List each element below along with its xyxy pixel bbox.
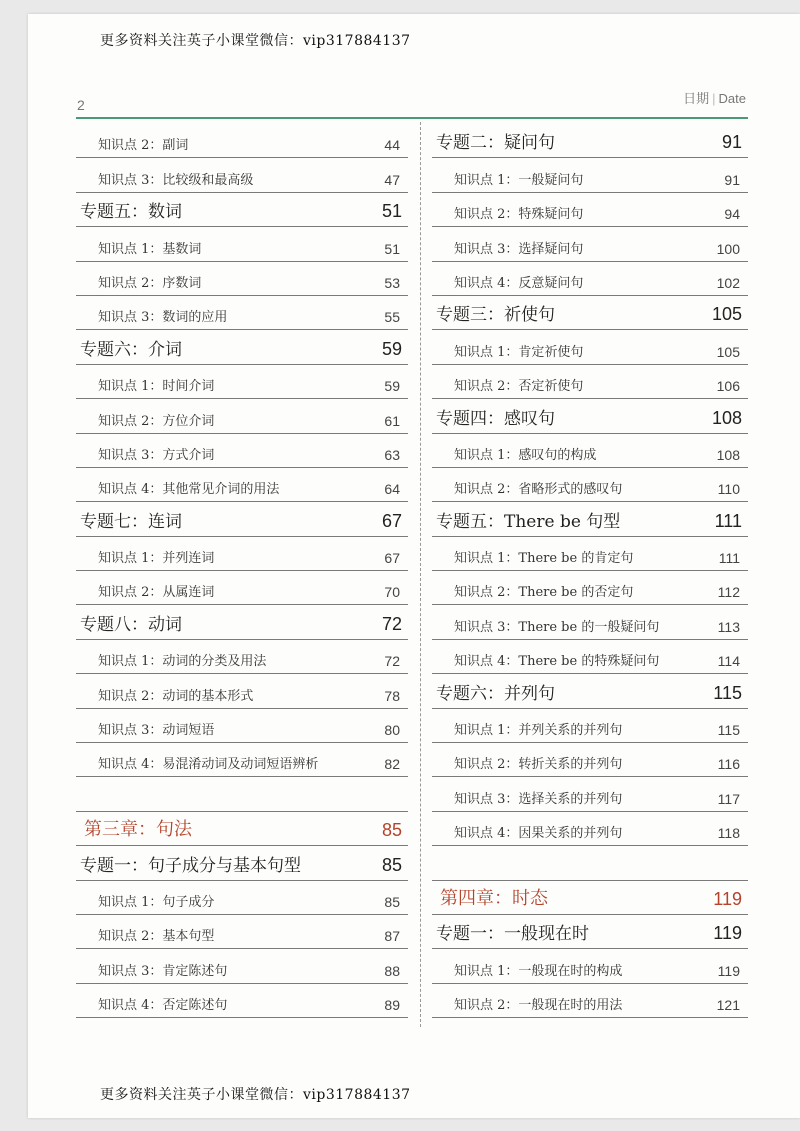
toc-topic-row <box>76 330 408 364</box>
toc-entry-title: 知识点 2：转折关系的并列句 <box>454 757 623 773</box>
toc-entry-page: 85 <box>381 854 402 875</box>
toc-entry-page: 85 <box>384 893 400 910</box>
toc-entry-page: 47 <box>384 171 400 188</box>
toc-entry-page: 64 <box>384 481 400 498</box>
toc-entry-page: 111 <box>718 550 740 567</box>
toc-entry-title: 知识点 3：动词短语 <box>98 723 215 739</box>
toc-topic-row <box>432 124 748 158</box>
toc-entry-page: 91 <box>721 132 742 153</box>
toc-point-row <box>76 881 408 915</box>
toc-entry-page: 115 <box>713 682 742 703</box>
toc-entry-page: 119 <box>713 923 742 944</box>
toc-point-row <box>432 158 748 192</box>
toc-entry-page: 72 <box>384 653 400 670</box>
toc-entry-title: 第四章：时态 <box>440 887 548 909</box>
toc-entry-title: 知识点 1：并列关系的并列句 <box>454 723 623 739</box>
toc-point-row <box>76 227 408 261</box>
toc-entry-title: 知识点 2：序数词 <box>98 275 202 291</box>
toc-entry-page: 59 <box>384 378 400 395</box>
toc-topic-row <box>432 674 748 708</box>
toc-point-row <box>432 743 748 777</box>
toc-entry-page: 51 <box>384 240 400 257</box>
toc-entry-title: 专题八：动词 <box>80 614 182 635</box>
toc-entry-page: 87 <box>384 928 400 945</box>
toc-entry-title: 知识点 4：反意疑问句 <box>454 275 584 291</box>
promo-text-top: 更多资料关注英子小课堂微信：vip317884137 <box>100 33 411 49</box>
date-label <box>683 88 746 107</box>
toc-topic-row <box>76 502 408 536</box>
toc-point-row <box>76 124 408 158</box>
toc-entry-page: 53 <box>384 274 400 291</box>
toc-entry-title: 知识点 1：一般疑问句 <box>454 172 584 188</box>
toc-entry-page: 67 <box>381 510 402 531</box>
toc-point-row <box>432 709 748 743</box>
toc-point-row <box>76 984 408 1018</box>
toc-point-row <box>76 262 408 296</box>
date-label-en: Date <box>718 91 746 106</box>
toc-point-row <box>76 949 408 983</box>
toc-entry-title: 专题二：疑问句 <box>436 133 555 154</box>
toc-entry-page: 80 <box>384 722 400 739</box>
toc-point-row <box>432 262 748 296</box>
toc-entry-title: 知识点 3：比较级和最高级 <box>98 172 254 188</box>
toc-entry-title: 知识点 1：时间介词 <box>98 379 215 395</box>
toc-point-row <box>432 640 748 674</box>
toc-entry-title: 知识点 4：因果关系的并列句 <box>454 826 623 842</box>
toc-point-row <box>432 365 748 399</box>
toc-entry-page: 119 <box>713 888 742 909</box>
toc-entry-page: 82 <box>384 756 400 773</box>
toc-point-row <box>432 984 748 1018</box>
toc-entry-title: 知识点 1：并列连词 <box>98 551 215 567</box>
toc-entry-page: 88 <box>384 962 400 979</box>
toc-entry-title: 知识点 2：省略形式的感叹句 <box>454 482 623 498</box>
toc-point-row <box>76 399 408 433</box>
toc-entry-page: 91 <box>724 171 740 188</box>
toc-entry-page: 78 <box>384 687 400 704</box>
toc-entry-title: 专题一：句子成分与基本句型 <box>80 855 301 876</box>
toc-point-row <box>432 227 748 261</box>
toc-entry-title: 知识点 1：基数词 <box>98 241 202 257</box>
toc-point-row <box>76 709 408 743</box>
toc-point-row <box>76 158 408 192</box>
toc-point-row <box>432 777 748 811</box>
toc-point-row <box>76 674 408 708</box>
toc-entry-page: 85 <box>381 820 402 841</box>
toc-entry-title: 第三章：句法 <box>84 819 192 841</box>
toc-entry-page: 106 <box>716 378 740 395</box>
toc-entry-title: 知识点 2：副词 <box>98 138 189 154</box>
toc-topic-row <box>76 193 408 227</box>
toc-point-row <box>432 537 748 571</box>
toc-entry-title: 知识点 4：There be 的特殊疑问句 <box>454 654 660 670</box>
toc-entry-title: 知识点 4：其他常见介词的用法 <box>98 482 280 498</box>
toc-entry-page: 108 <box>711 407 742 428</box>
toc-entry-title: 知识点 2：There be 的否定句 <box>454 585 634 601</box>
toc-entry-page: 111 <box>714 510 742 531</box>
toc-topic-row <box>76 846 408 880</box>
toc-entry-title: 专题六：并列句 <box>436 683 555 704</box>
toc-entry-page: 61 <box>384 412 400 429</box>
toc-point-row <box>76 468 408 502</box>
toc-point-row <box>76 434 408 468</box>
date-label-cn: 日期 <box>683 91 710 106</box>
toc-entry-title: 知识点 2：特殊疑问句 <box>454 207 584 223</box>
toc-point-row <box>76 365 408 399</box>
toc-blank-row <box>432 846 748 880</box>
toc-entry-page: 115 <box>717 722 740 739</box>
toc-entry-title: 知识点 1：动词的分类及用法 <box>98 654 267 670</box>
toc-entry-title: 知识点 1：肯定祈使句 <box>454 344 584 360</box>
toc-entry-page: 105 <box>716 343 740 360</box>
toc-entry-page: 114 <box>717 653 740 670</box>
toc-entry-page: 72 <box>381 613 402 634</box>
date-separator: | <box>712 91 716 106</box>
column-divider <box>420 122 421 1027</box>
toc-chapter-row <box>76 812 408 846</box>
toc-entry-page: 89 <box>384 997 400 1014</box>
toc-entry-page: 112 <box>717 584 740 601</box>
toc-entry-title: 专题三：祈使句 <box>436 305 555 326</box>
toc-point-row <box>432 949 748 983</box>
toc-point-row <box>76 915 408 949</box>
toc-entry-title: 知识点 2：一般现在时的用法 <box>454 998 623 1014</box>
toc-entry-title: 知识点 4：易混淆动词及动词短语辨析 <box>98 757 319 773</box>
toc-entry-page: 44 <box>384 137 400 154</box>
toc-entry-title: 知识点 3：选择关系的并列句 <box>454 791 623 807</box>
toc-entry-title: 知识点 3：选择疑问句 <box>454 241 584 257</box>
toc-topic-row <box>432 296 748 330</box>
toc-topic-row <box>432 915 748 949</box>
toc-entry-page: 67 <box>384 550 400 567</box>
toc-entry-page: 51 <box>381 201 402 222</box>
toc-point-row <box>76 743 408 777</box>
toc-entry-page: 117 <box>717 790 740 807</box>
toc-entry-page: 94 <box>724 206 740 223</box>
toc-entry-page: 63 <box>384 446 400 463</box>
toc-entry-title: 知识点 3：方式介词 <box>98 447 215 463</box>
toc-blank-row <box>76 777 408 811</box>
toc-point-row <box>432 605 748 639</box>
toc-entry-page: 116 <box>717 756 740 773</box>
toc-entry-title: 知识点 1：感叹句的构成 <box>454 447 597 463</box>
toc-entry-title: 知识点 3：There be 的一般疑问句 <box>454 619 660 635</box>
toc-entry-title: 知识点 1：There be 的肯定句 <box>454 551 634 567</box>
toc-entry-title: 知识点 2：方位介词 <box>98 413 215 429</box>
toc-point-row <box>432 193 748 227</box>
toc-entry-title: 专题七：连词 <box>80 511 182 532</box>
toc-chapter-row <box>432 881 748 915</box>
toc-entry-title: 知识点 4：否定陈述句 <box>98 998 228 1014</box>
toc-point-row <box>432 571 748 605</box>
page-number: 2 <box>77 97 85 113</box>
toc-entry-title: 知识点 3：肯定陈述句 <box>98 963 228 979</box>
toc-entry-page: 108 <box>716 446 740 463</box>
toc-entry-page: 121 <box>716 997 740 1014</box>
toc-point-row <box>432 434 748 468</box>
toc-entry-title: 专题五：There be 句型 <box>436 511 621 532</box>
toc-entry-title: 专题六：介词 <box>80 339 182 360</box>
toc-topic-row <box>76 605 408 639</box>
toc-entry-title: 知识点 2：否定祈使句 <box>454 379 584 395</box>
toc-entry-title: 知识点 2：动词的基本形式 <box>98 688 254 704</box>
toc-point-row <box>76 571 408 605</box>
toc-left-column <box>76 124 408 1018</box>
toc-entry-page: 110 <box>717 481 740 498</box>
toc-entry-page: 102 <box>716 274 740 291</box>
toc-entry-page: 59 <box>381 338 402 359</box>
toc-entry-page: 55 <box>384 309 400 326</box>
toc-entry-title: 知识点 2：基本句型 <box>98 929 215 945</box>
toc-entry-page: 119 <box>717 962 740 979</box>
toc-entry-title: 知识点 1：一般现在时的构成 <box>454 963 623 979</box>
toc-point-row <box>432 468 748 502</box>
toc-entry-title: 知识点 2：从属连词 <box>98 585 215 601</box>
toc-entry-page: 70 <box>384 584 400 601</box>
toc-entry-page: 113 <box>717 618 740 635</box>
toc-point-row <box>432 812 748 846</box>
toc-entry-title: 专题一：一般现在时 <box>436 924 589 945</box>
toc-entry-page: 118 <box>717 825 740 842</box>
toc-topic-row <box>432 399 748 433</box>
toc-point-row <box>76 537 408 571</box>
toc-entry-title: 知识点 1：句子成分 <box>98 894 215 910</box>
header-rule <box>76 117 748 119</box>
toc-topic-row <box>432 502 748 536</box>
toc-entry-title: 知识点 3：数词的应用 <box>98 310 228 326</box>
toc-entry-title: 专题五：数词 <box>80 202 182 223</box>
toc-right-column <box>432 124 748 1018</box>
toc-point-row <box>76 640 408 674</box>
toc-entry-page: 105 <box>711 304 742 325</box>
toc-entry-page: 100 <box>716 240 740 257</box>
toc-entry-title: 专题四：感叹句 <box>436 408 555 429</box>
promo-text-bottom: 更多资料关注英子小课堂微信：vip317884137 <box>100 1087 411 1103</box>
toc-point-row <box>432 330 748 364</box>
toc-point-row <box>76 296 408 330</box>
